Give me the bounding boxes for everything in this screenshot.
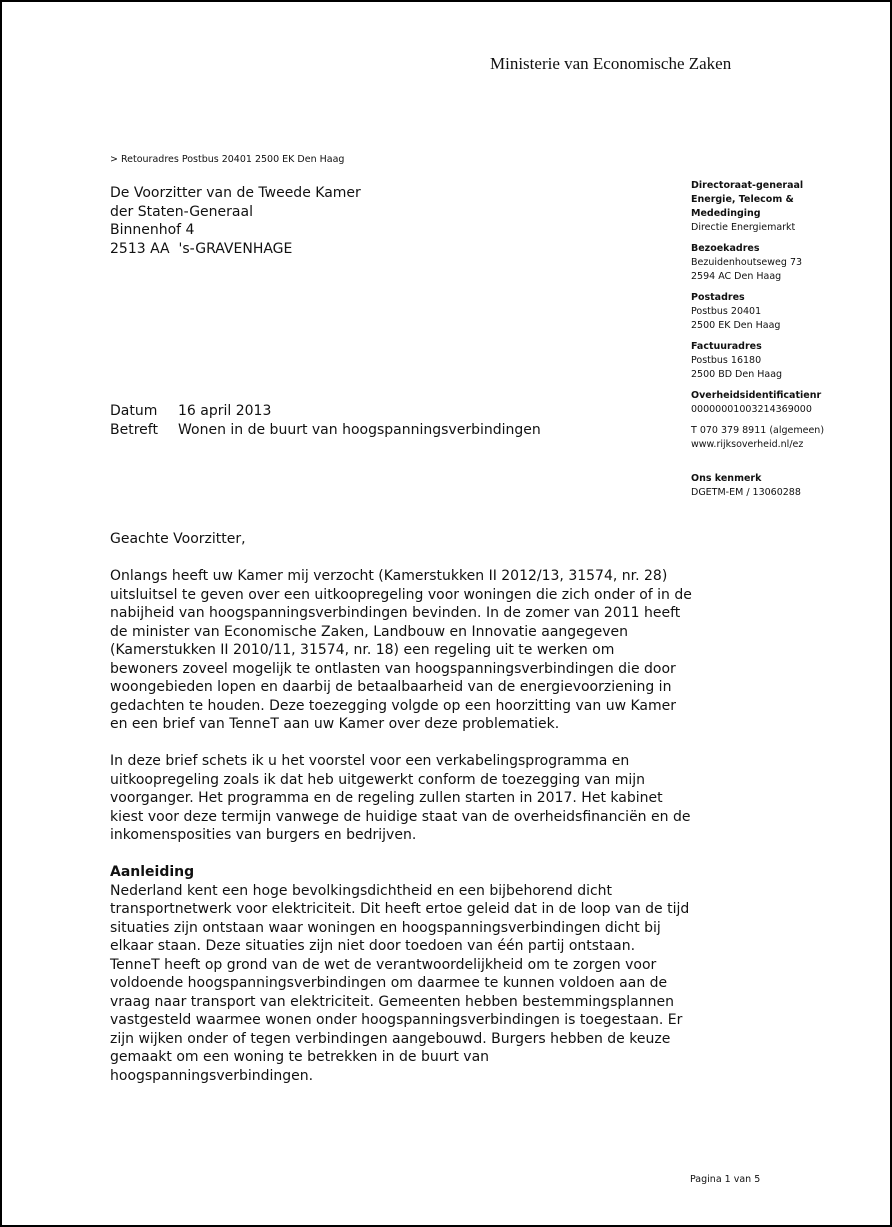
dg-line: Energie, Telecom & bbox=[691, 194, 794, 205]
return-address: > Retouradres Postbus 20401 2500 EK Den Haag bbox=[110, 154, 345, 165]
text-line: voldoende hoogspanningsverbindingen om daarmee te kunnen voldoen aan de bbox=[110, 975, 668, 991]
postadres-line: Postbus 20401 bbox=[691, 306, 762, 317]
text-line: nabijheid van hoogspanningsverbindingen bevinden. In de zomer van 2011 heeft bbox=[110, 605, 681, 621]
postadres-line: 2500 EK Den Haag bbox=[691, 320, 781, 331]
text-line: bewoners zoveel mogelijk te ontlasten van hoogspanningsverbindingen die door bbox=[110, 660, 676, 677]
text-line: In deze brief schets ik u het voorstel voor een verkabelingsprogramma en bbox=[110, 753, 630, 769]
datum-label: Datum bbox=[110, 403, 158, 419]
factuuradres-label: Factuuradres bbox=[691, 341, 762, 352]
text-line: elkaar staan. Deze situaties zijn niet door toedoen van één partij ontstaan. bbox=[110, 938, 636, 954]
kenmerk-label: Ons kenmerk bbox=[691, 473, 762, 484]
addressee-line: der Staten-Generaal bbox=[110, 203, 253, 220]
text-line: TenneT heeft op grond van de wet de verantwoordelijkheid om te zorgen voor bbox=[110, 956, 657, 973]
text-line: inkomensposities van burgers en bedrijven. bbox=[110, 827, 417, 843]
website-link[interactable]: www.rijksoverheid.nl/ez bbox=[691, 439, 804, 450]
page-number: Pagina 1 van 5 bbox=[690, 1174, 761, 1185]
bezoekadres-line: Bezuidenhoutseweg 73 bbox=[691, 257, 803, 268]
addressee-line: De Voorzitter van de Tweede Kamer bbox=[110, 185, 361, 201]
text-line: transportnetwerk voor elektriciteit. Dit heeft ertoe geleid dat in de loop van de tijd bbox=[110, 901, 690, 917]
text-line: vraag naar transport van elektriciteit. Gemeenten hebben bestemmingsplannen bbox=[110, 993, 674, 1010]
text-line: Onlangs heeft uw Kamer mij verzocht (Kamerstukken II 2012/13, 31574, nr. 28) bbox=[110, 568, 668, 584]
letter-meta bbox=[110, 402, 541, 439]
letter-body bbox=[110, 530, 690, 1104]
text-line: (Kamerstukken II 2010/11, 31574, nr. 18) een regeling uit te werken om bbox=[110, 642, 615, 658]
text-line: gedachten te houden. Deze toezegging volgde op een hoorzitting van uw Kamer bbox=[110, 697, 676, 714]
factuuradres-line: 2500 BD Den Haag bbox=[691, 369, 783, 380]
addressee-block bbox=[110, 184, 361, 258]
text-line: gemaakt om een woning te betrekken in de buurt van bbox=[110, 1049, 490, 1065]
salutation: Geachte Voorzitter, bbox=[110, 531, 246, 547]
overheid-number: 00000001003214369000 bbox=[691, 404, 812, 415]
ministry-header: Ministerie van Economische Zaken bbox=[490, 54, 732, 73]
dg-line: Directoraat-generaal bbox=[691, 180, 804, 191]
betreft-value: Wonen in de buurt van hoogspanningsverbindingen bbox=[178, 421, 541, 438]
text-line: hoogspanningsverbindingen. bbox=[110, 1067, 314, 1084]
text-line: voorganger. Het programma en de regeling zullen starten in 2017. Het kabinet bbox=[110, 790, 663, 806]
bezoekadres-line: 2594 AC Den Haag bbox=[691, 271, 782, 282]
text-line: de minister van Economische Zaken, Landbouw en Innovatie aangegeven bbox=[110, 623, 629, 640]
section-heading: Aanleiding bbox=[110, 864, 195, 880]
postadres-label: Postadres bbox=[691, 292, 745, 303]
overheid-label: Overheidsidentificatienr bbox=[691, 390, 822, 401]
sender-sidebar bbox=[691, 179, 886, 500]
paragraph-2 bbox=[110, 752, 690, 845]
betreft-row bbox=[110, 421, 541, 440]
datum-row bbox=[110, 402, 541, 421]
text-line: uitsluitsel te geven over een uitkoopregeling voor woningen die zich onder of in de bbox=[110, 586, 692, 603]
directie: Directie Energiemarkt bbox=[691, 222, 796, 233]
text-line: Nederland kent een hoge bevolkingsdichtheid en een bijbehorend dicht bbox=[110, 882, 613, 899]
text-line: en een brief van TenneT aan uw Kamer over deze problematiek. bbox=[110, 716, 560, 732]
addressee-line: 2513 AA 's-GRAVENHAGE bbox=[110, 240, 293, 257]
text-line: zijn wijken onder of tegen verbindingen aangebouwd. Burgers hebben de keuze bbox=[110, 1030, 671, 1047]
text-line: kiest voor deze termijn vanwege de huidige staat van de overheidsfinanciën en de bbox=[110, 808, 691, 825]
paragraph-1 bbox=[110, 567, 690, 734]
text-line: woongebieden lopen en daarbij de betaalbaarheid van de energievoorziening in bbox=[110, 679, 672, 695]
phone-number: T 070 379 8911 (algemeen) bbox=[691, 425, 825, 436]
paragraph-3 bbox=[110, 882, 690, 1086]
dg-line: Mededinging bbox=[691, 208, 761, 219]
factuuradres-line: Postbus 16180 bbox=[691, 355, 762, 366]
text-line: vastgesteld waarmee wonen onder hoogspanningsverbindingen is toegestaan. Er bbox=[110, 1012, 683, 1028]
bezoekadres-label: Bezoekadres bbox=[691, 243, 760, 254]
text-line: situaties zijn ontstaan waar woningen en hoogspanningsverbindingen dicht bij bbox=[110, 919, 661, 936]
text-line: uitkoopregeling zoals ik dat heb uitgewerkt conform de toezegging van mijn bbox=[110, 771, 646, 788]
kenmerk-value: DGETM-EM / 13060288 bbox=[691, 487, 801, 498]
datum-value: 16 april 2013 bbox=[178, 403, 272, 419]
betreft-label: Betreft bbox=[110, 421, 158, 438]
addressee-line: Binnenhof 4 bbox=[110, 222, 195, 238]
